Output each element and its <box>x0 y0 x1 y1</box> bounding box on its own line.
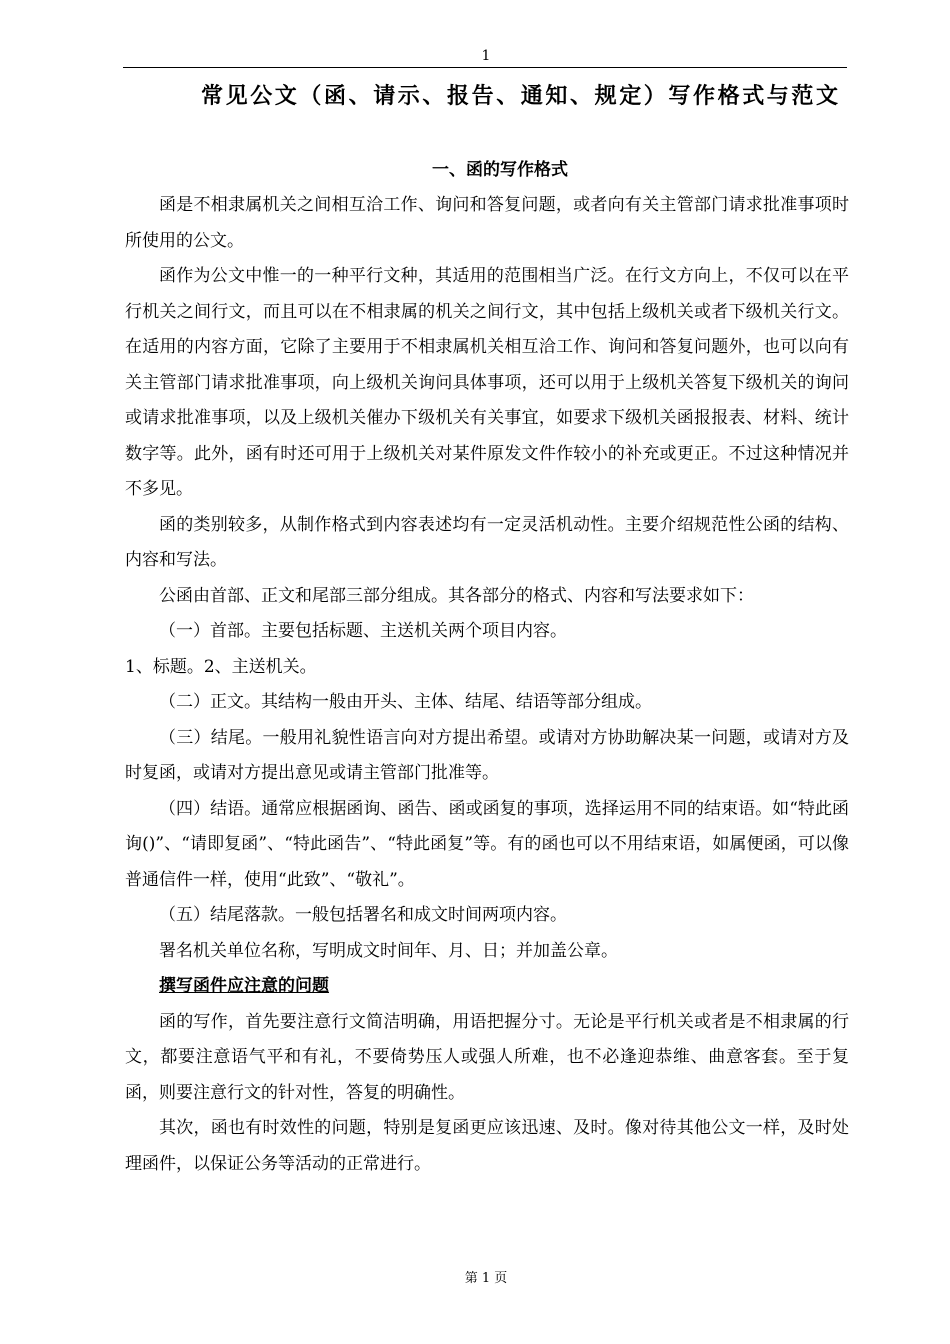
paragraph: 其次，函也有时效性的问题，特别是复函更应该迅速、及时。像对待其他公文一样，及时处理函件，以保证公务等活动的正常进行。 <box>125 1118 849 1174</box>
paragraph: 1、标题。2、主送机关。 <box>125 656 317 677</box>
paragraph: （二）正文。其结构一般由开头、主体、结尾、结语等部分组成。 <box>159 692 652 712</box>
header-page-number: 1 <box>481 48 491 64</box>
paragraph: （三）结尾。一般用礼貌性语言向对方提出希望。或请对方协助解决某一问题，或请对方及时复函，或请对方提出意见或请主管部门批准等。 <box>125 727 849 783</box>
paragraph: 函的类别较多，从制作格式到内容表述均有一定灵活机动性。主要介绍规范性公函的结构、内容和写法。 <box>125 514 849 570</box>
document-title: 常见公文（函、请示、报告、通知、规定）写作格式与范文 <box>201 83 841 109</box>
paragraph: 函的写作，首先要注意行文简洁明确，用语把握分寸。无论是平行机关或者是不相隶属的行文，都要注意语气平和有礼，不要倚势压人或强人所难，也不必逢迎恭维、曲意客套。至于复函，则要注意行文的针对性，答复的明确性。 <box>125 1011 849 1103</box>
paragraph: 署名机关单位名称，写明成文时间年、月、日；并加盖公章。 <box>159 940 618 961</box>
paragraph: （一）首部。主要包括标题、主送机关两个项目内容。 <box>159 621 567 641</box>
paragraph: （五）结尾落款。一般包括署名和成文时间两项内容。 <box>159 905 567 925</box>
subheading: 撰写函件应注意的问题 <box>159 976 329 996</box>
header-divider <box>123 67 847 68</box>
paragraph: 公函由首部、正文和尾部三部分组成。其各部分的格式、内容和写法要求如下： <box>159 585 754 606</box>
section-heading: 一、函的写作格式 <box>432 160 568 180</box>
paragraph: 函是不相隶属机关之间相互洽工作、询问和答复问题，或者向有关主管部门请求批准事项时所使用的公文。 <box>125 195 849 251</box>
document-body <box>125 76 849 1182</box>
paragraph: （四）结语。通常应根据函询、函告、函或函复的事项，选择运用不同的结束语。如“特此函询()”、“请即复函”、“特此函告”、“特此函复”等。有的函也可以不用结束语，如属便函，可以像普通信件一样，使用“此致”、“敬礼”。 <box>125 798 849 890</box>
paragraph: 函作为公文中惟一的一种平行文种，其适用的范围相当广泛。在行文方向上，不仅可以在平行机关之间行文，而且可以在不相隶属的机关之间行文，其中包括上级机关或者下级机关行文。在适用的内容方面，它除了主要用于不相隶属机关相互洽工作、询问和答复问题外，也可以向有关主管部门请求批准事项，向上级机关询问具体事项，还可以用于上级机关答复下级机关的询问或请求批准事项，以及上级机关催办下级机关有关事宜，如要求下级机关函报报表、材料、统计数字等。此外，函有时还可用于上级机关对某件原发文件作较小的补充或更正。不过这种情况并不多见。 <box>125 266 849 499</box>
footer-page-label: 第 1 页 <box>464 1271 508 1286</box>
